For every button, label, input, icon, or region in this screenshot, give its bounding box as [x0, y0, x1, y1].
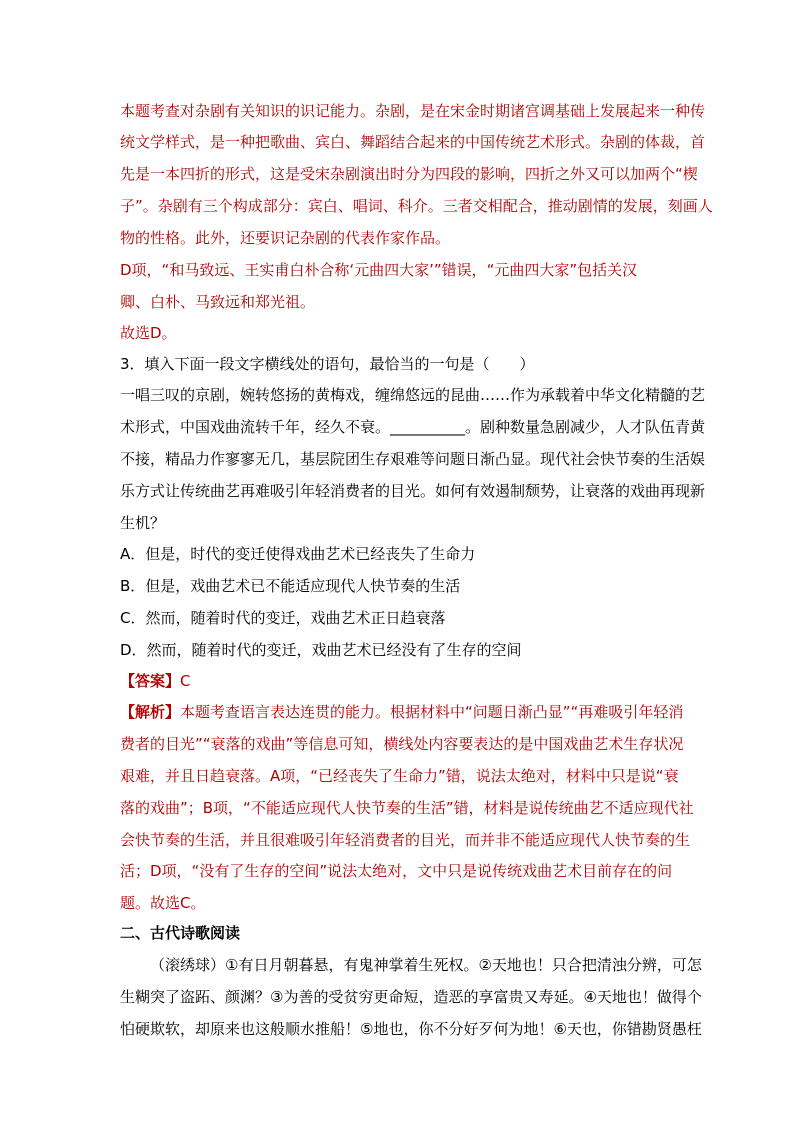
explanation-line: 子”。杂剧有三个构成部分：宾白、唱词、科介。三者交相配合，推动剧情的发展，刻画人	[120, 197, 713, 215]
explanation-line: 卿、白朴、马致远和郑光祖。	[120, 293, 316, 311]
poem-line: 怕硬欺软，却原来也这般顺水推船！⑤地也，你不分好歹何为地！⑥天也，你错勘贤愚枉	[120, 1020, 702, 1038]
analysis-line: 题。故选C。	[120, 894, 206, 912]
passage-line: 不接，精品力作寥寥无几，基层院团生存艰难等问题日渐凸显。现代社会快节奏的生活娱	[120, 450, 706, 468]
explanation-line: 先是一本四折的形式，这是受宋杂剧演出时分为四段的影响，四折之外又可以加两个“楔	[120, 165, 698, 183]
option-b: B．但是，戏曲艺术已不能适应现代人快节奏的生活	[120, 577, 461, 595]
analysis-line: 落的戏曲”；B项，“不能适应现代人快节奏的生活”错，材料是说传统曲艺不适应现代社	[120, 799, 694, 817]
answer-line	[120, 671, 191, 691]
section-heading: 二、古代诗歌阅读	[120, 924, 241, 942]
analysis-text: 本题考查语言表达连贯的能力。根据材料中“问题日渐凸显”“再难吸引年轻消	[180, 703, 684, 721]
analysis-line: 费者的目光”“衰落的戏曲”等信息可知，横线处内容要表达的是中国戏曲艺术生存状况	[120, 735, 684, 753]
poem-line: （滚绣球）①有日月朝暮悬，有鬼神掌着生死权。②天地也！只合把清浊分辨，可怎	[150, 956, 702, 974]
explanation-line: 物的性格。此外，还要识记杂剧的代表作家作品。	[120, 229, 451, 247]
analysis-line	[120, 702, 683, 722]
option-d: D．然而，随着时代的变迁，戏曲艺术已经没有了生存的空间	[120, 641, 522, 659]
passage-line: 乐方式让传统曲艺再难吸引年轻消费者的目光。如何有效遏制颓势，让衰落的戏曲再现新	[120, 482, 706, 500]
question-stem: 3．填入下面一段文字横线处的语句，最恰当的一句是（ ）	[120, 355, 535, 373]
option-a: A．但是，时代的变迁使得戏曲艺术已经丧失了生命力	[120, 545, 476, 563]
analysis-line: 会快节奏的生活，并且很难吸引年轻消费者的目光，而并非不能适应现代人快节奏的生	[120, 831, 691, 849]
analysis-line: 活；D项，“没有了生存的空间”说法太绝对，文中只是说传统戏曲艺术目前存在的问	[120, 862, 673, 880]
passage-line: 生机？	[120, 514, 166, 532]
answer-value: C	[180, 672, 191, 690]
explanation-line: 统文学样式，是一种把歌曲、宾白、舞蹈结合起来的中国传统艺术形式。杂剧的体裁，首	[120, 133, 706, 151]
option-c: C．然而，随着时代的变迁，戏曲艺术正日趋衰落	[120, 609, 446, 627]
passage-line: 术形式，中国戏曲流转千年，经久不衰。__________。剧种数量急剧减少，人才队伍青黄	[120, 418, 706, 436]
explanation-line: 故选D。	[120, 324, 177, 342]
explanation-line: 本题考查对杂剧有关知识的识记能力。杂剧，是在宋金时期诸宫调基础上发展起来一种传	[120, 102, 706, 120]
passage-line: 一唱三叹的京剧，婉转悠扬的黄梅戏，缠绵悠远的昆曲……作为承载着中华文化精髓的艺	[120, 386, 706, 404]
analysis-tag: 【解析】	[120, 703, 181, 721]
explanation-line: D项，“和马致远、王实甫白朴合称‘元曲四大家’”错误，“元曲四大家”包括关汉	[120, 261, 638, 279]
poem-line: 生糊突了盗跖、颜渊？③为善的受贫穷更命短，造恶的享富贵又寿延。④天地也！做得个	[120, 988, 702, 1006]
analysis-line: 艰难，并且日趋衰落。A项，“已经丧失了生命力”错，说法太绝对，材料中只是说“衰	[120, 767, 679, 785]
answer-tag: 【答案】	[120, 672, 181, 690]
